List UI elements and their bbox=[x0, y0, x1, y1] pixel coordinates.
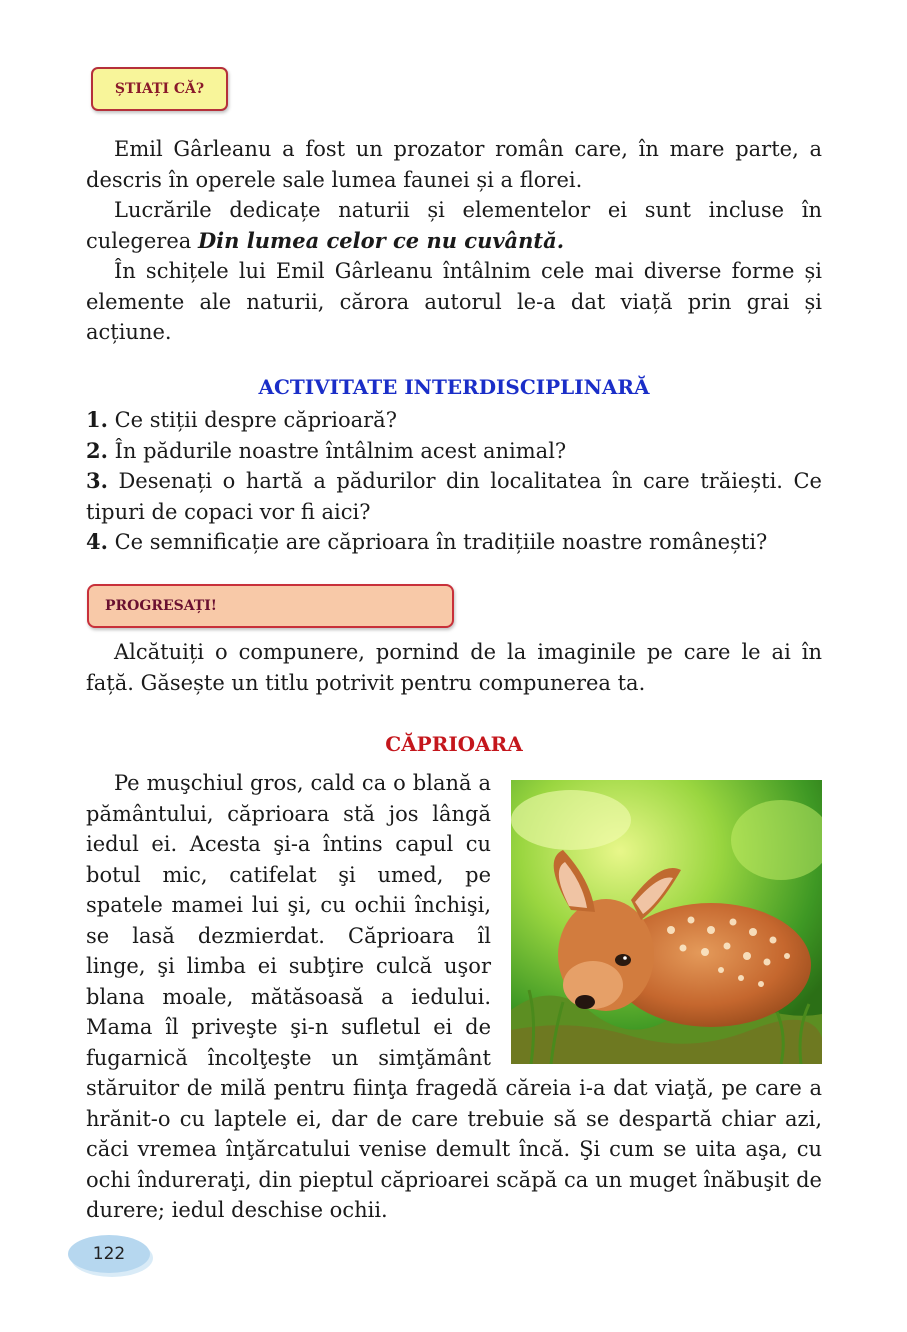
question-text: Ce stiții despre căprioară? bbox=[107, 408, 397, 432]
question-text: Ce semnificație are căprioara în tradițiile noastre românești? bbox=[107, 530, 768, 554]
progress-box bbox=[87, 584, 454, 628]
intro-text bbox=[86, 134, 822, 348]
question-item bbox=[86, 466, 822, 527]
question-item bbox=[86, 436, 822, 467]
question-text: Desenați o hartă a pădurilor din localitatea în care trăiești. Ce tipuri de copaci vor fi aici? bbox=[86, 469, 822, 524]
question-number: 1. bbox=[86, 407, 108, 432]
story-block bbox=[86, 768, 822, 1226]
question-number: 2. bbox=[86, 437, 108, 463]
question-text: În pădurile noastre întâlnim acest animal? bbox=[107, 438, 567, 463]
story-paragraph: Pe muşchiul gros, cald ca o blană a pământului, căprioara stă jos lângă iedul ei. Acesta şi-a întins capul cu botul mic, catifelat şi umed, pe spatele mamei lui şi, cu ochii închişi, se lasă dezmierdat. Căprioara îl linge, şi limba ei subţire culcă uşor blana moale, mătăsoasă a iedului. Mama îl priveşte şi-n sufletul ei de fugarnică încolţeşte un simţământ stăruitor de milă pentru fiinţa fragedă căreia i-a dat viaţă, pe care a hrănit-o cu laptele ei, dar de care trebuie să se despartă chiar azi, căci vremea înţărcatului venise demult încă. Şi cum se uita aşa, cu ochi îndureraţi, din pieptul căprioarei scăpă ca un muget înăbuşit de durere; iedul deschise ochii. bbox=[86, 771, 822, 1222]
task-paragraph: Alcătuiți o compunere, pornind de la imaginile pe care le ai în față. Găsește un titlu potrivit pentru compunerea ta. bbox=[86, 640, 822, 695]
question-number: 4. bbox=[86, 529, 108, 554]
intro-paragraph-2-text: Lucrările dedicațe naturii și elementelor ei sunt incluse în culegerea bbox=[86, 198, 822, 253]
did-you-know-box bbox=[91, 67, 228, 111]
progress-label: PROGRESAȚI! bbox=[105, 598, 217, 614]
task-text bbox=[86, 637, 822, 698]
book-title: Din lumea celor ce nu cuvântă. bbox=[197, 227, 565, 253]
page-number: 122 bbox=[68, 1235, 150, 1273]
question-item bbox=[86, 527, 822, 558]
activity-heading: ACTIVITATE INTERDISCIPLINARĂ bbox=[258, 375, 650, 399]
intro-paragraph-3: În schițele lui Emil Gârleanu întâlnim cele mai diverse forme și elemente ale naturii, cărora autorul le-a dat viață prin grai și acțiune. bbox=[86, 259, 822, 344]
intro-paragraph-1: Emil Gârleanu a fost un prozator român care, în mare parte, a descris în operele sale lumea faunei și a florei. bbox=[86, 137, 822, 192]
fawn-illustration bbox=[511, 780, 822, 1064]
fawn-photo bbox=[511, 780, 822, 1064]
story-title: CĂPRIOARA bbox=[385, 732, 523, 756]
activity-questions bbox=[86, 405, 822, 558]
intro-paragraph-2 bbox=[86, 195, 822, 256]
question-number: 3. bbox=[86, 468, 108, 493]
question-item bbox=[86, 405, 822, 436]
did-you-know-label: ȘTIAȚI CĂ? bbox=[114, 81, 205, 97]
